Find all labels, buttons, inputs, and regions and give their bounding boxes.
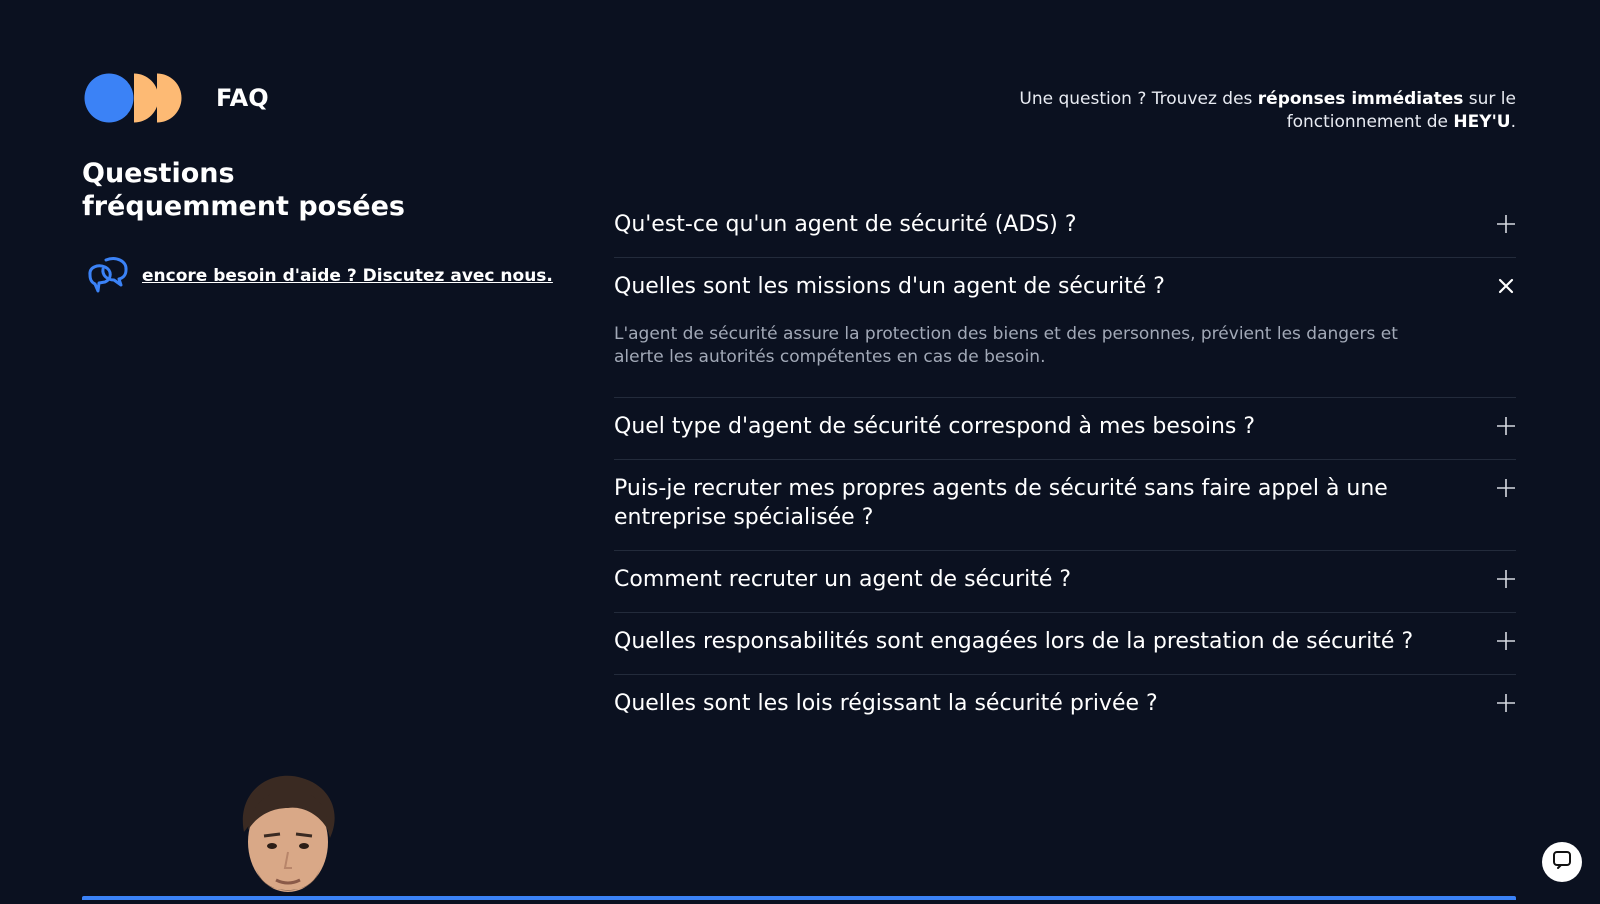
faq-question[interactable]: Quelles responsabilités sont engagées lors de la prestation de sécurité ? bbox=[614, 629, 1414, 654]
plus-icon[interactable] bbox=[1496, 478, 1516, 498]
faq-item[interactable] bbox=[614, 196, 1516, 258]
faq-item[interactable] bbox=[614, 258, 1516, 398]
help-chat-link[interactable] bbox=[86, 254, 553, 298]
faq-item[interactable] bbox=[614, 398, 1516, 460]
faq-item[interactable] bbox=[614, 675, 1516, 736]
faq-question[interactable]: Puis-je recruter mes propres agents de sécurité sans faire appel à une entreprise spécialisée ? bbox=[614, 476, 1388, 530]
chat-widget-button[interactable] bbox=[1542, 842, 1582, 882]
plus-icon[interactable] bbox=[1496, 569, 1516, 589]
logo-icon[interactable] bbox=[84, 73, 184, 123]
intro-text: Une question ? Trouvez des réponses immédiates sur le fonctionnement de HEY'U. bbox=[1019, 89, 1516, 132]
faq-item[interactable] bbox=[614, 460, 1516, 551]
faq-item[interactable] bbox=[614, 613, 1516, 675]
section-label: FAQ bbox=[216, 84, 269, 112]
help-link-text[interactable]: encore besoin d'aide ? Discutez avec nous. bbox=[142, 266, 553, 286]
faq-question[interactable]: Comment recruter un agent de sécurité ? bbox=[614, 567, 1072, 592]
faq-list bbox=[614, 196, 1516, 736]
faq-item[interactable] bbox=[614, 551, 1516, 613]
page-title: Questions fréquemment posées bbox=[82, 158, 405, 222]
plus-icon[interactable] bbox=[1496, 416, 1516, 436]
bottom-banner-edge bbox=[82, 896, 1516, 900]
chat-bubbles-icon bbox=[86, 254, 128, 298]
faq-question[interactable]: Qu'est-ce qu'un agent de sécurité (ADS) ? bbox=[614, 212, 1077, 237]
close-icon[interactable] bbox=[1496, 276, 1516, 296]
faq-answer: L'agent de sécurité assure la protection des biens et des personnes, prévient les dangers et alerte les autorités compétentes en cas de besoin. bbox=[614, 324, 1398, 367]
faq-question[interactable]: Quel type d'agent de sécurité correspond à mes besoins ? bbox=[614, 414, 1256, 439]
person-photo bbox=[230, 772, 350, 900]
faq-question[interactable]: Quelles sont les lois régissant la sécurité privée ? bbox=[614, 691, 1158, 716]
plus-icon[interactable] bbox=[1496, 214, 1516, 234]
plus-icon[interactable] bbox=[1496, 631, 1516, 651]
plus-icon[interactable] bbox=[1496, 693, 1516, 713]
chat-icon bbox=[1552, 850, 1572, 874]
faq-question[interactable]: Quelles sont les missions d'un agent de sécurité ? bbox=[614, 274, 1165, 299]
